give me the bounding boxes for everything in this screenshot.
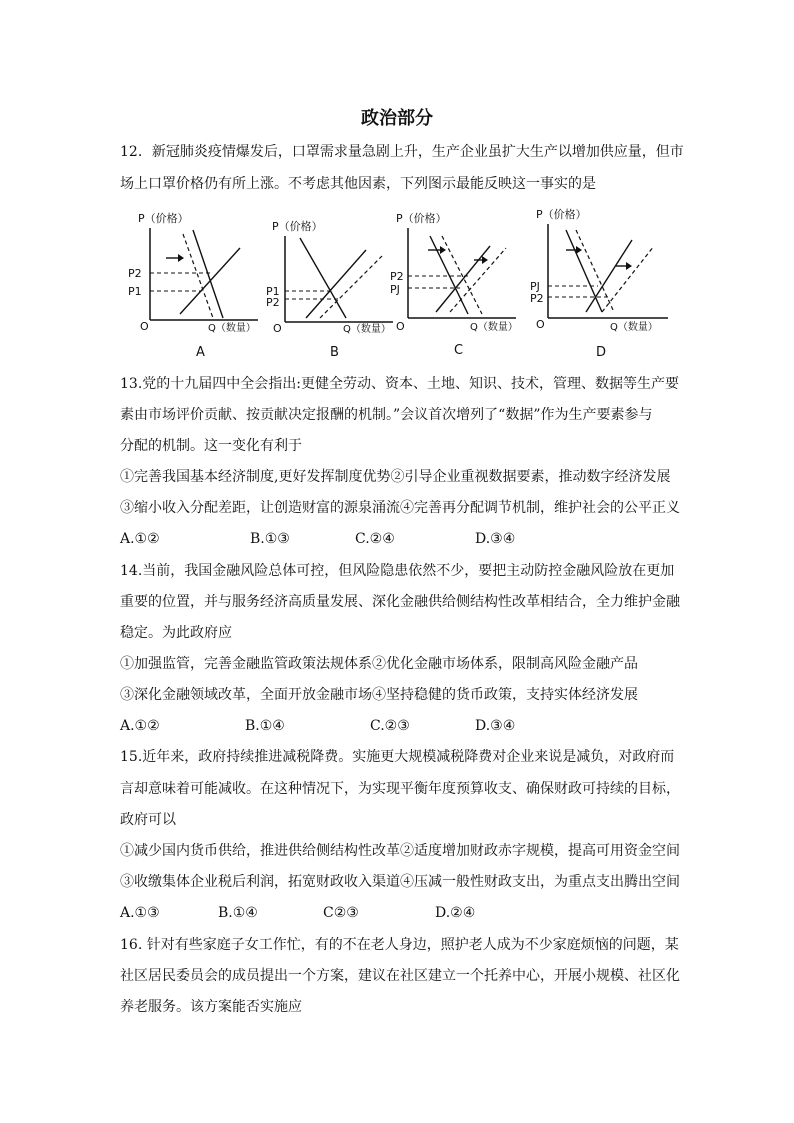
q15-option-b[interactable]: B.①④: [218, 905, 258, 921]
graph-a-origin: O: [140, 320, 149, 333]
q14-option-c[interactable]: C.②③: [370, 718, 410, 734]
graph-d: [518, 200, 658, 360]
q13-stem-line2: 素由市场评价贡献、按贡献决定报酬的机制。”会议首次增列了“数据”作为生产要素参与: [120, 407, 653, 423]
q14-stem-line3: 稳定。为此政府应: [120, 625, 232, 641]
graph-c-svg: [378, 200, 518, 360]
graph-d-p-upper: PJ: [530, 280, 540, 293]
graph-c-origin: O: [396, 320, 405, 333]
q15-option-a[interactable]: A.①③: [120, 905, 160, 921]
q14-item-line2: ③深化金融领域改革，全面开放金融市场④坚持稳健的货币政策，支持实体经济发展: [120, 687, 638, 703]
graph-d-letter: D: [596, 345, 607, 360]
q15-stem-line3: 政府可以: [120, 812, 176, 828]
graph-b: [258, 200, 398, 360]
q12-stem-line2: 场上口罩价格仍有所上涨。不考虑其他因素，下列图示最能反映这一事实的是: [120, 176, 596, 192]
graph-c-p-upper: P2: [390, 270, 404, 283]
q13-option-a[interactable]: A.①②: [120, 531, 160, 547]
graph-b-origin: O: [273, 322, 282, 335]
q14-option-b[interactable]: B.①④: [245, 718, 285, 734]
graph-c-ylabel: P（价格）: [396, 212, 447, 225]
q13-stem-line3: 分配的机制。这一变化有利于: [120, 438, 302, 454]
graph-a-ylabel: P（价格）: [138, 212, 189, 225]
q14-stem-line1: 14.当前，我国金融风险总体可控，但风险隐患依然不少，要把主动防控金融风险放在更加: [120, 563, 675, 579]
q15-stem-line2: 言却意味着可能减收。在这种情况下，为实现平衡年度预算收支、确保财政可持续的目标，: [120, 781, 680, 797]
q12-graphs: [118, 200, 678, 360]
q14-item-line1: ①加强监管，完善金融监管政策法规体系②优化金融市场体系，限制高风险金融产品: [120, 656, 638, 672]
graph-b-ylabel: P（价格）: [272, 220, 323, 233]
graph-c-letter: C: [454, 343, 464, 358]
graph-a-p-upper: P2: [128, 267, 142, 280]
q14-option-a[interactable]: A.①②: [120, 718, 160, 734]
graph-d-svg: [518, 200, 678, 360]
graph-c-xlabel: Q（数量）: [470, 322, 518, 333]
q14-option-d[interactable]: D.③④: [475, 718, 516, 734]
q13-option-b[interactable]: B.①③: [250, 531, 290, 547]
section-title: 政治部分: [361, 108, 433, 129]
graph-b-p-upper: P1: [266, 285, 280, 298]
graph-b-xlabel: Q（数量）: [343, 324, 391, 335]
graph-d-ylabel: P（价格）: [536, 208, 587, 221]
graph-a-xlabel: Q（数量）: [208, 323, 256, 334]
graph-b-letter: B: [330, 345, 339, 360]
q16-stem-line2: 社区居民委员会的成员提出一个方案，建议在社区建立一个托养中心，开展小规模、社区化: [120, 968, 680, 984]
graph-d-p-lower: P2: [530, 292, 544, 305]
graph-c-p-lower: PJ: [390, 283, 400, 296]
q16-stem-line3: 养老服务。该方案能否实施应: [120, 999, 302, 1015]
graph-a-letter: A: [196, 345, 205, 360]
q15-option-c[interactable]: C②③: [323, 905, 359, 921]
graph-d-origin: O: [536, 318, 545, 331]
q15-option-d[interactable]: D.②④: [435, 905, 476, 921]
graph-b-svg: [258, 200, 398, 360]
graph-d-xlabel: Q（数量）: [610, 322, 658, 333]
q12-stem-line1: 12．新冠肺炎疫情爆发后，口罩需求量急剧上升，生产企业虽扩大生产以增加供应量，但市: [120, 144, 684, 160]
q13-item-line2: ③缩小收入分配差距，让创造财富的源泉涌流④完善再分配调节机制，维护社会的公平正义: [120, 500, 680, 516]
graph-c: [378, 200, 518, 360]
q15-item-line1: ①减少国内货币供给，推进供给侧结构性改革②适度增加财政赤字规模，提高可用资金空间: [120, 843, 680, 859]
q16-stem-line1: 16. 针对有些家庭子女工作忙，有的不在老人身边，照护老人成为不少家庭烦恼的问题，某: [120, 937, 679, 953]
q13-option-d[interactable]: D.③④: [475, 531, 516, 547]
graph-a-p-lower: P1: [128, 285, 142, 298]
q15-item-line2: ③收缴集体企业税后利润，拓宽财政收入渠道④压减一般性财政支出，为重点支出腾出空间: [120, 874, 680, 890]
q15-stem-line1: 15.近年来，政府持续推进减税降费。实施更大规模减税降费对企业来说是减负，对政府而: [120, 749, 675, 765]
graph-a: [118, 200, 258, 360]
q13-stem-line1: 13.党的十九届四中全会指出:更健全劳动、资本、土地、知识、技术，管理、数据等生产要: [120, 376, 679, 392]
q14-stem-line2: 重要的位置，并与服务经济高质量发展、深化金融供给侧结构性改革相结合，全力维护金融: [120, 594, 680, 610]
q13-item-line1: ①完善我国基本经济制度,更好发挥制度优势②引导企业重视数据要素，推动数字经济发展: [120, 469, 671, 485]
graph-b-p-lower: P2: [266, 296, 280, 309]
q13-option-c[interactable]: C.②④: [355, 531, 395, 547]
graph-a-svg: [118, 200, 258, 360]
